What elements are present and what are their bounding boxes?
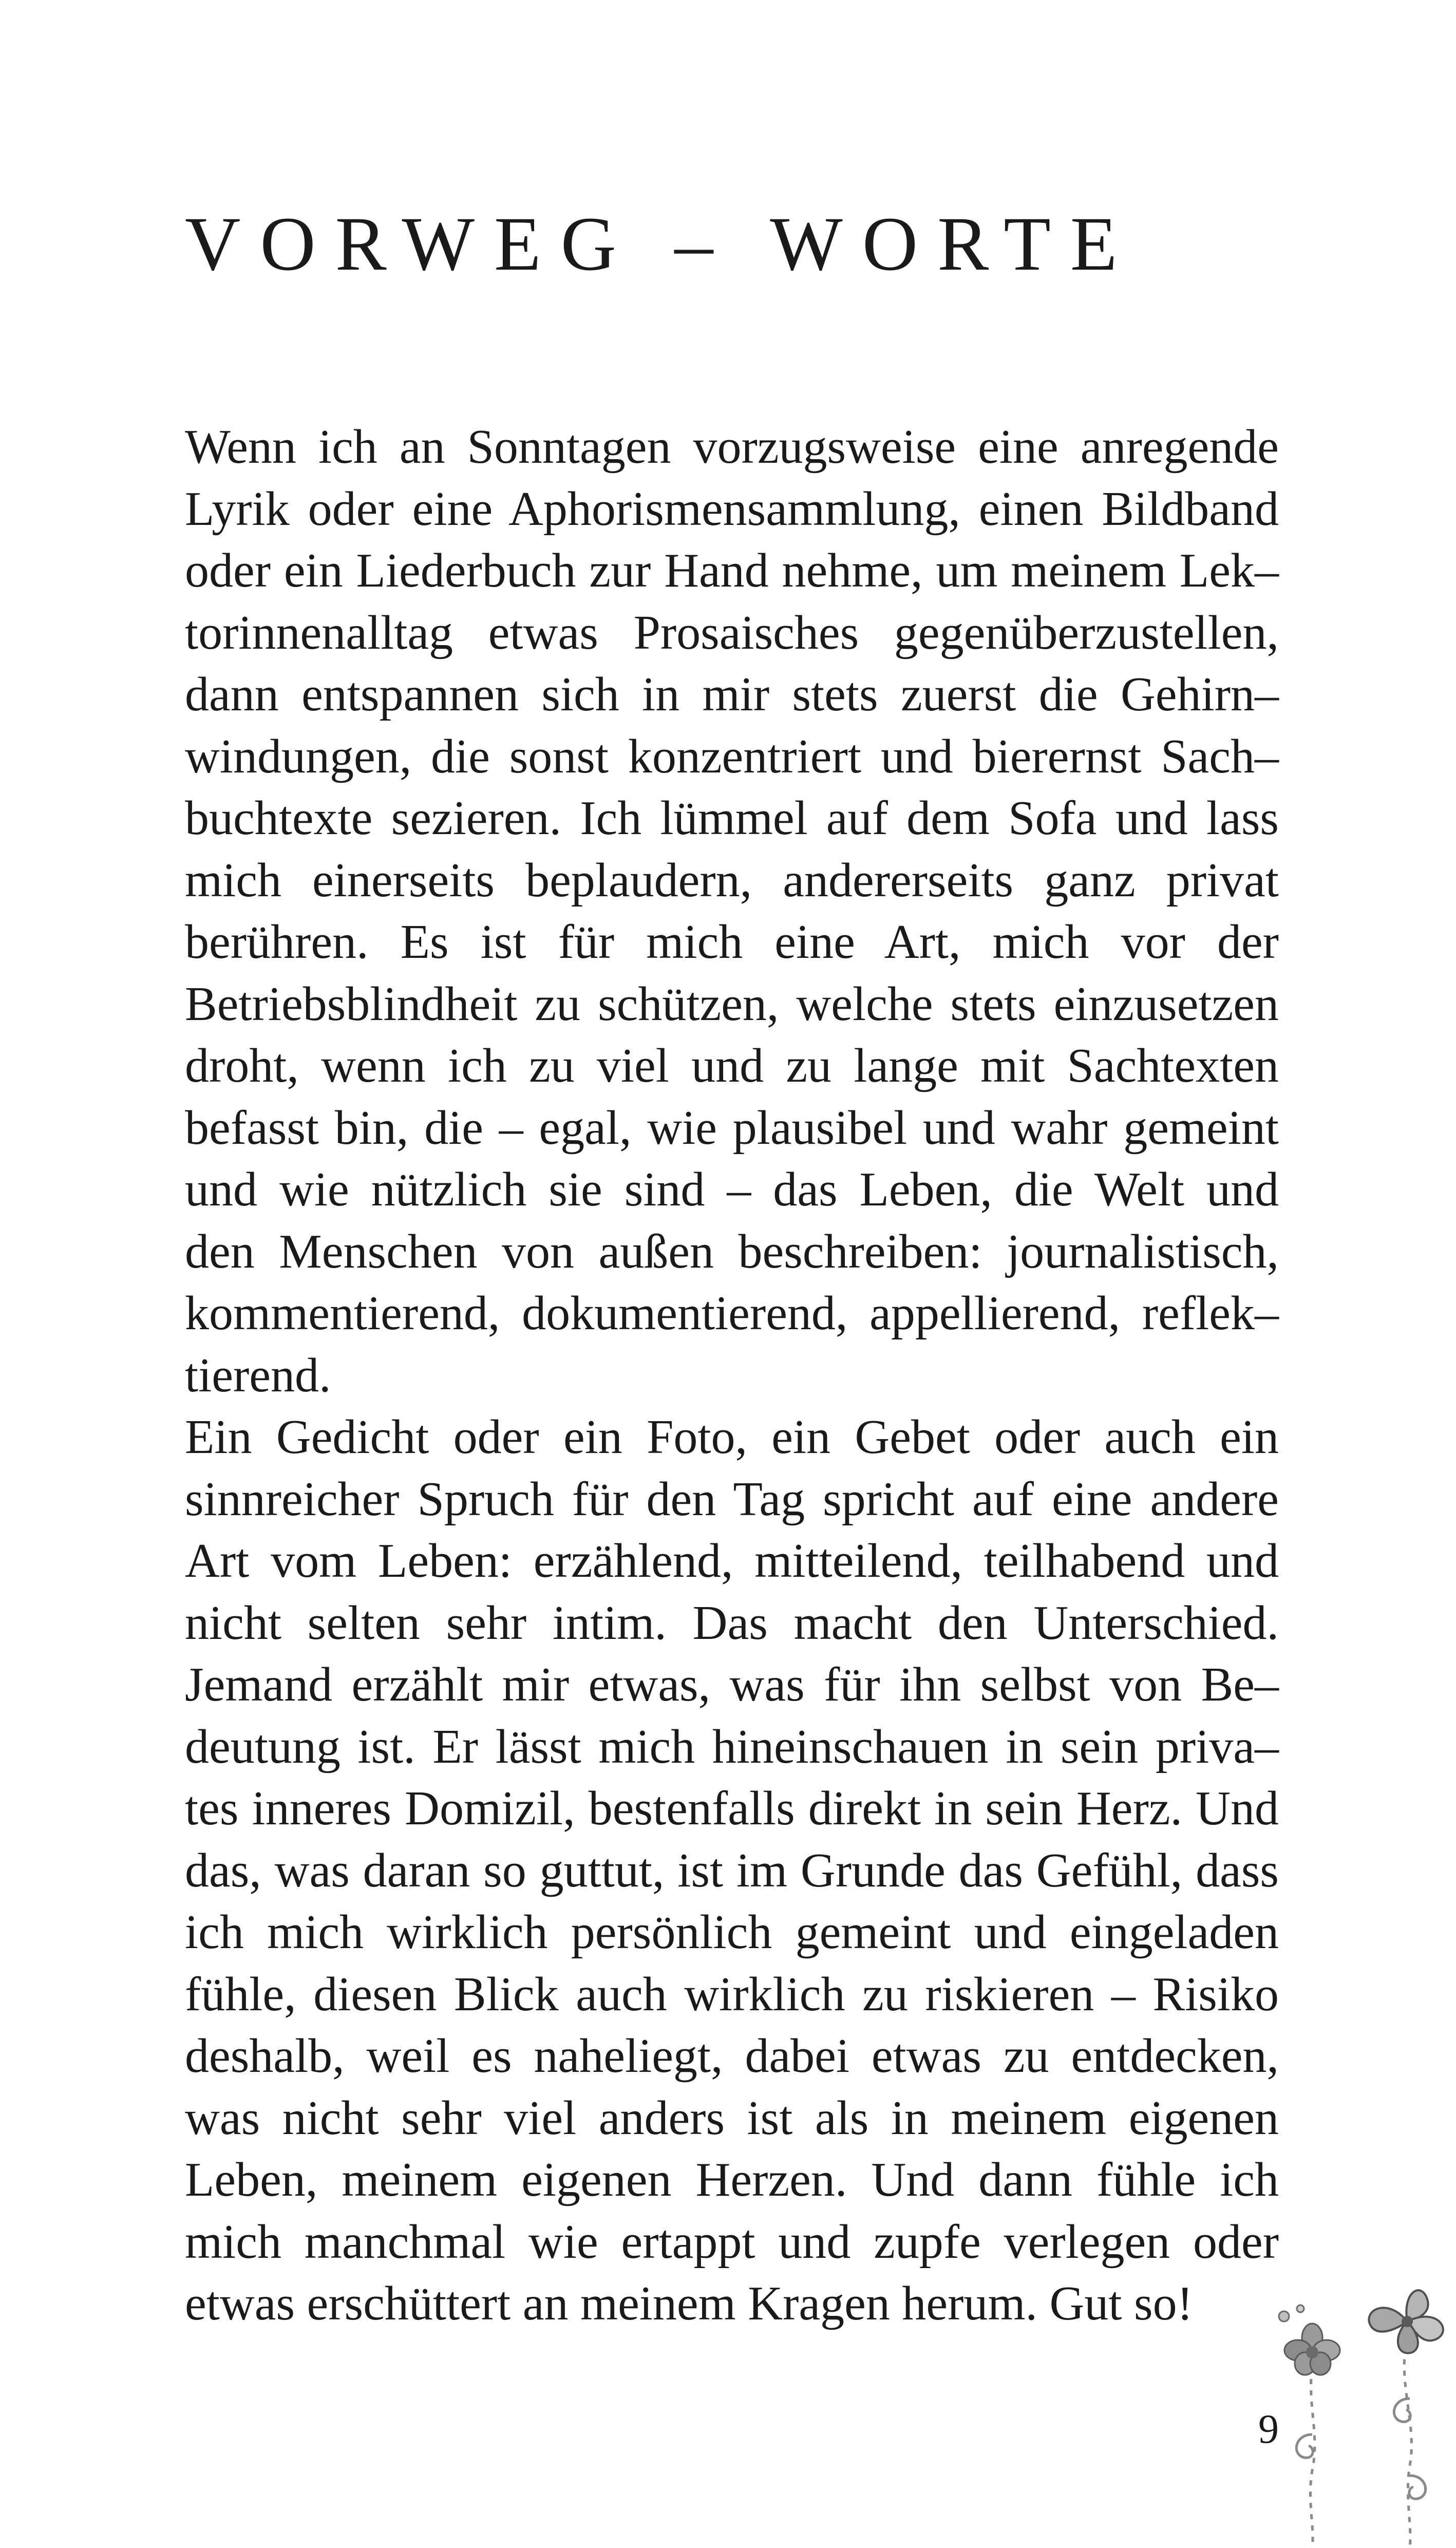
text-line: deshalb, weil es naheliegt, dabei etwas zu entdecken, <box>185 2029 1279 2083</box>
text-line: tes inneres Domizil, bestenfalls direkt in sein Herz. Und <box>185 1782 1279 1835</box>
text-line: mich einerseits beplaudern, andererseits ganz privat <box>185 853 1279 907</box>
body-text <box>185 416 1279 2335</box>
flower-swirl-icon <box>1263 2280 1456 2548</box>
text-line: Lyrik oder eine Aphorismensammlung, einen Bildband <box>185 482 1279 536</box>
page-number: 9 <box>1258 2407 1279 2452</box>
text-line: oder ein Liederbuch zur Hand nehme, um meinem Lek– <box>185 544 1279 597</box>
text-line: deutung ist. Er lässt mich hineinschauen in sein priva– <box>185 1720 1279 1773</box>
text-line: sinnreicher Spruch für den Tag spricht auf eine andere <box>185 1472 1279 1526</box>
text-line: nicht selten sehr intim. Das macht den Unterschied. <box>185 1596 1279 1650</box>
text-line: kommentierend, dokumentierend, appellierend, reflek– <box>185 1287 1279 1340</box>
text-line: etwas erschüttert an meinem Kragen herum. Gut so! <box>185 2277 1193 2330</box>
text-line: Wenn ich an Sonntagen vorzugsweise eine anregende <box>185 420 1279 474</box>
text-line: den Menschen von außen beschreiben: journalistisch, <box>185 1224 1279 1278</box>
text-line: mich manchmal wie ertappt und zupfe verlegen oder <box>185 2215 1279 2269</box>
text-line: das, was daran so guttut, ist im Grunde das Gefühl, dass <box>185 1843 1279 1897</box>
text-line: tierend. <box>185 1348 331 1402</box>
text-line: Ein Gedicht oder ein Foto, ein Gebet oder auch ein <box>185 1410 1279 1464</box>
text-line: Jemand erzählt mir etwas, was für ihn selbst von Be– <box>185 1658 1279 1711</box>
text-line: befasst bin, die – egal, wie plausibel und wahr gemeint <box>185 1101 1279 1155</box>
text-line: buchtexte sezieren. Ich lümmel auf dem Sofa und lass <box>185 791 1279 845</box>
text-line: berühren. Es ist für mich eine Art, mich vor der <box>185 915 1279 969</box>
text-line: torinnenalltag etwas Prosaisches gegenüberzustellen, <box>185 606 1279 659</box>
text-line: fühle, diesen Blick auch wirklich zu riskieren – Risiko <box>185 1967 1279 2021</box>
text-line: Leben, meinem eigenen Herzen. Und dann fühle ich <box>185 2153 1279 2206</box>
text-line: Art vom Leben: erzählend, mitteilend, teilhabend und <box>185 1534 1279 1588</box>
page-title: VORWEG – WORTE <box>185 201 1137 287</box>
text-line: Betriebsblindheit zu schützen, welche stets einzusetzen <box>185 977 1279 1031</box>
text-line: dann entspannen sich in mir stets zuerst die Gehirn– <box>185 668 1279 721</box>
text-line: windungen, die sonst konzentriert und bierernst Sach– <box>185 729 1279 783</box>
text-line: ich mich wirklich persönlich gemeint und eingeladen <box>185 1905 1279 1959</box>
text-line: was nicht sehr viel anders ist als in meinem eigenen <box>185 2091 1279 2145</box>
text-line: und wie nützlich sie sind – das Leben, die Welt und <box>185 1163 1279 1216</box>
text-line: droht, wenn ich zu viel und zu lange mit Sachtexten <box>185 1039 1279 1092</box>
